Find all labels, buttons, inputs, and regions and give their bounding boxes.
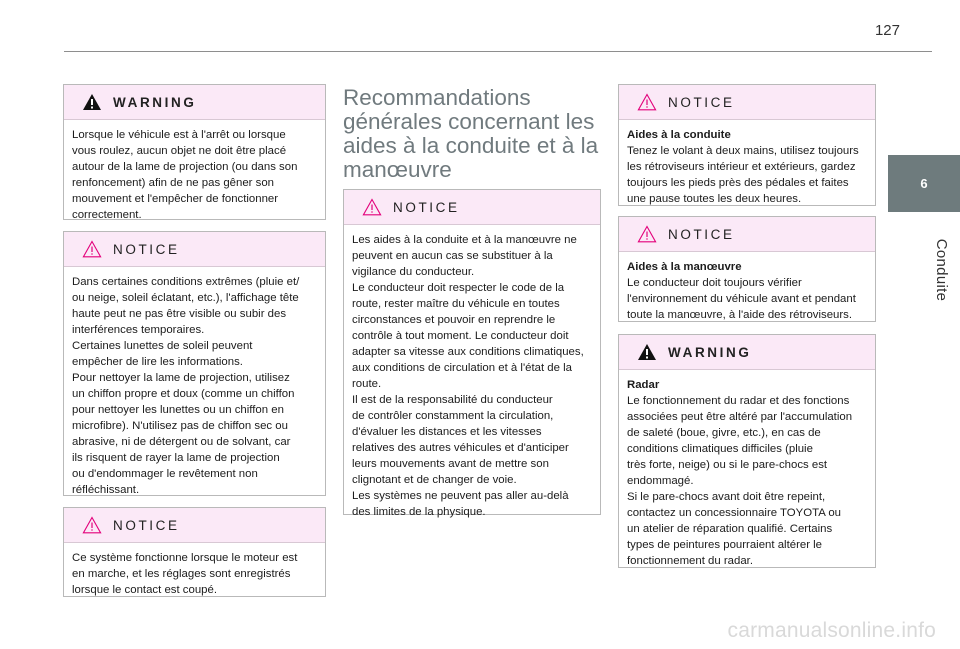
box-text: Le fonctionnement du radar et des fonctions associées peut être altéré par l'accumulation de saleté (boue, givre, etc.), en cas de conditions climatiques difficiles (pluie très forte, neige) ou si le pare-chocs est endommagé. Si le pare-chocs avant doit être repeint, contactez un concessionnaire TOYOTA ou un atelier de réparation qualifié. Certains types de peintures pourraient altérer le fonctionnement du radar. [627, 395, 853, 567]
chapter-tab[interactable]: 6 [888, 155, 960, 212]
warning-icon [637, 343, 657, 361]
box-subtitle: Aides à la conduite [627, 129, 731, 141]
box-header [64, 85, 325, 120]
notice-box-conduite [618, 84, 876, 206]
box-header [619, 217, 875, 252]
box-title: NOTICE [668, 94, 735, 110]
box-title: NOTICE [113, 517, 180, 533]
box-text: Le conducteur doit toujours vérifier l'environnement du véhicule avant et pendant toute la manœuvre, à l'aide des rétroviseurs. [627, 277, 856, 321]
chapter-label: Conduite [933, 238, 950, 302]
box-header [619, 335, 875, 370]
notice-icon [637, 93, 657, 111]
box-header [64, 232, 325, 267]
page-number: 127 [874, 22, 900, 39]
box-text: Lorsque le véhicule est à l'arrêt ou lorsque vous roulez, aucun objet ne doit être placé autour de la lame de projection (ou dans son renfoncement) afin de ne pas gêner son mouvement et l'empêcher de fonctionner correctement. [72, 129, 298, 221]
box-text: Dans certaines conditions extrêmes (pluie et/ ou neige, soleil éclatant, etc.), l'affichage tête haute peut ne pas être visible ou subir des interférences temporaires. Certaines lunettes de soleil peuvent empêcher de lire les informations. Pour nettoyer la lame de projection, utilisez un chiffon propre et doux (comme un chiffon pour nettoyer les lunettes ou un chiffon en microfibre). N'utilisez pas de chiffon sec ou abrasive, ni de détergent ou de solvant, car ils risquent de rayer la lame de projection ou d'endommager le revêtement non réfléchissant. [72, 276, 300, 496]
box-header [64, 508, 325, 543]
box-title: WARNING [113, 94, 197, 110]
box-subtitle: Aides à la manœuvre [627, 261, 742, 273]
section-heading: Recommandations générales concernant les aides à la conduite et à la manœuvre [343, 85, 599, 182]
notice-icon [637, 225, 657, 243]
box-title: NOTICE [393, 199, 460, 215]
box-text: Ce système fonctionne lorsque le moteur est en marche, et les réglages sont enregistrés lorsque le contact est coupé. [72, 552, 298, 596]
box-header [344, 190, 600, 225]
notice-box-settings [63, 507, 326, 597]
watermark: carmanualsonline.info [727, 619, 936, 642]
box-content [619, 370, 875, 577]
notice-box-driving-aids [343, 189, 601, 518]
box-text: Tenez le volant à deux mains, utilisez toujours les rétroviseurs intérieur et extérieurs, gardez toujours les pieds près des pédales et faites une pause toutes les deux heures. [627, 145, 859, 205]
box-subtitle: Radar [627, 379, 660, 391]
box-title: NOTICE [113, 241, 180, 257]
warning-icon [82, 93, 102, 111]
box-text: Les aides à la conduite et à la manœuvre ne peuvent en aucun cas se substituer à la vigilance du conducteur. Le conducteur doit respecter le code de la route, rester maître du véhicule en toutes circonstances et pouvoir en reprendre le contrôle à tout moment. Le conducteur doit adapter sa vitesse aux conditions climatiques, aux conditions de circulation et à l'état de la route. Il est de la responsabilité du conducteur de contrôler constamment la circulation, d'évaluer les distances et les vitesses relatives des autres véhicules et d'anticiper leurs mouvements avant de mettre son clignotant et de changer de voie. Les systèmes ne peuvent pas aller au-delà des limites de la physique. [352, 234, 584, 518]
warning-box-radar [618, 334, 876, 568]
box-content [619, 252, 875, 331]
notice-box-visibility [63, 231, 326, 496]
box-content [619, 120, 875, 215]
top-rule [64, 51, 932, 52]
box-title: WARNING [668, 344, 752, 360]
notice-icon [362, 198, 382, 216]
notice-box-manoeuvre [618, 216, 876, 322]
warning-box-projection [63, 84, 326, 220]
notice-icon [82, 240, 102, 258]
notice-icon [82, 516, 102, 534]
box-title: NOTICE [668, 226, 735, 242]
box-header [619, 85, 875, 120]
